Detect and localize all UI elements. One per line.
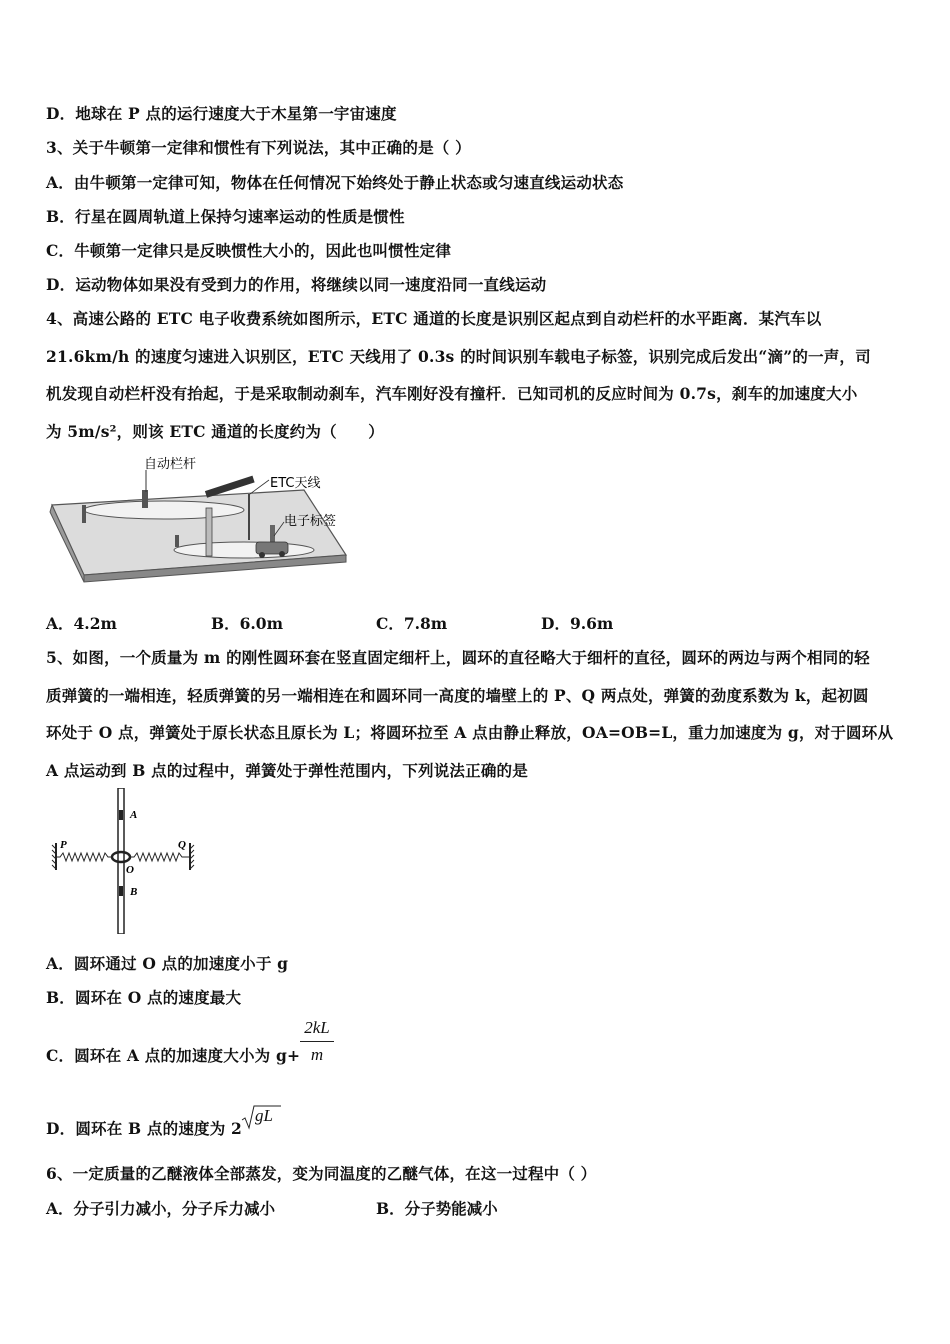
q5-option-c: C．圆环在 A 点的加速度大小为 g+ xyxy=(46,1046,301,1065)
q4-option-b: B．6.0m xyxy=(211,614,283,633)
label-tag: 电子标签 xyxy=(284,514,337,529)
gantry-left xyxy=(206,508,212,556)
spring-right xyxy=(129,853,190,861)
island-left xyxy=(84,501,244,519)
island-right xyxy=(174,542,314,558)
fraction-denominator: m xyxy=(310,1045,324,1064)
q4-option-a: A．4.2m xyxy=(46,614,117,633)
q6-option-b: B．分子势能减小 xyxy=(376,1199,498,1218)
q4-option-c: C．7.8m xyxy=(376,614,448,633)
question-4-line-2: 21.6km/h 的速度匀速进入识别区，ETC 天线用了 0.3s 的时间识别车载电子标签，识别完成后发出“滴”的一声，司 xyxy=(46,347,871,366)
q3-option-a: A．由牛顿第一定律可知，物体在任何情况下始终处于静止状态或匀速直线运动状态 xyxy=(46,173,624,192)
label-barrier: 自动栏杆 xyxy=(144,457,197,472)
label-p: P xyxy=(60,839,67,851)
label-a: A xyxy=(130,809,138,821)
rod-mark-a xyxy=(119,810,123,820)
label-q: Q xyxy=(178,839,186,851)
car-wheel xyxy=(259,552,265,558)
barrier-post xyxy=(142,490,148,508)
q5-option-d: D．圆环在 B 点的速度为 2 xyxy=(46,1119,243,1138)
pole-left xyxy=(82,505,86,523)
fraction-numerator: 2kL xyxy=(300,1018,334,1042)
label-b: B xyxy=(130,886,138,898)
question-6: 6、一定质量的乙醚液体全部蒸发，变为同温度的乙醚气体，在这一过程中（ ） xyxy=(46,1164,597,1183)
question-5-line-1: 5、如图，一个质量为 m 的刚性圆环套在竖直固定细杆上，圆环的直径略大于细杆的直径，圆环的两边与两个相同的轻 xyxy=(46,648,870,667)
q6-option-a: A．分子引力减小，分子斥力减小 xyxy=(46,1199,276,1218)
car-wheel xyxy=(279,551,285,557)
pole-mid xyxy=(175,535,179,547)
question-5-line-4: A 点运动到 B 点的过程中，弹簧处于弹性范围内，下列说法正确的是 xyxy=(46,761,528,780)
question-4-line-4: 为 5m/s²，则该 ETC 通道的长度约为（ ） xyxy=(46,422,384,441)
question-4-line-3: 机发现自动栏杆没有抬起，于是采取制动刹车，汽车刚好没有撞杆．已知司机的反应时间为 0.7s，刹车的加速度大小 xyxy=(46,384,858,403)
q5-option-a: A．圆环通过 O 点的加速度小于 g xyxy=(46,954,289,973)
rod-mark-b xyxy=(119,886,123,896)
question-3: 3、关于牛顿第一定律和惯性有下列说法，其中正确的是（ ） xyxy=(46,138,471,157)
q3-option-b: B．行星在圆周轨道上保持匀速率运动的性质是惯性 xyxy=(46,207,405,226)
label-antenna: ETC天线 xyxy=(270,476,321,491)
question-5-line-2: 质弹簧的一端相连，轻质弹簧的另一端相连在和圆环同一高度的墙壁上的 P、Q 两点处，弹簧的劲度系数为 k，起初圆 xyxy=(46,686,869,705)
etc-figure xyxy=(44,450,354,590)
spring-figure xyxy=(50,788,200,934)
spring-left xyxy=(56,853,113,861)
question-5-line-3: 环处于 O 点，弹簧处于原长状态且原长为 L；将圆环拉至 A 点由静止释放，OA=OB=L，重力加速度为 g，对于圆环从 xyxy=(46,723,894,742)
q5-option-b: B．圆环在 O 点的速度最大 xyxy=(46,988,242,1007)
fraction-2kl-over-m xyxy=(300,1018,334,1065)
sqrt-body: gL xyxy=(255,1106,273,1125)
q4-option-d: D．9.6m xyxy=(541,614,614,633)
q3-option-c: C．牛顿第一定律只是反映惯性大小的，因此也叫惯性定律 xyxy=(46,241,452,260)
line-q2-option-d: D．地球在 P 点的运行速度大于木星第一宇宙速度 xyxy=(46,104,397,123)
question-4-line-1: 4、高速公路的 ETC 电子收费系统如图所示，ETC 通道的长度是识别区起点到自动栏杆的水平距离．某汽车以 xyxy=(46,309,822,328)
label-o: O xyxy=(126,864,134,876)
q3-option-d: D．运动物体如果没有受到力的作用，将继续以同一速度沿同一直线运动 xyxy=(46,275,547,294)
